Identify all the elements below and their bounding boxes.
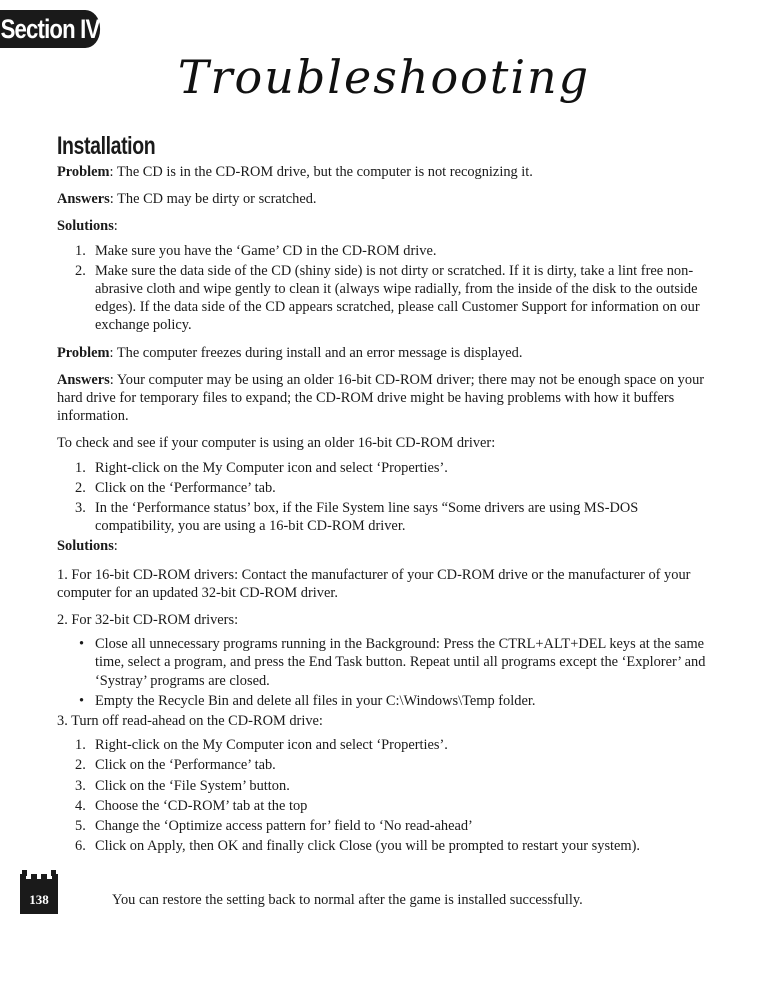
list-item: [57, 242, 715, 260]
answer-text: : Your computer may be using an older 16-bit CD-ROM driver; there may not be enough space on your hard drive for temporary files to expand; the CD-ROM drive might be having problems with how it buffers information.: [57, 371, 705, 425]
list-item: [57, 499, 715, 535]
list-text: Click on the ‘File System’ button.: [95, 777, 290, 794]
list-number: 2.: [75, 757, 86, 774]
page-number: 138: [29, 892, 49, 907]
closing-note: You can restore the setting back to normal after the game is installed successfully.: [112, 892, 583, 908]
list-number: 2.: [75, 479, 86, 496]
list-item: [57, 262, 715, 335]
problem-2: [57, 344, 715, 362]
solutions-colon: :: [113, 218, 118, 235]
list-number: 6.: [75, 838, 86, 855]
list-item: [57, 736, 715, 754]
list-item: [57, 777, 715, 795]
answer-label: Answers: [57, 191, 110, 208]
problem-text: : The computer freezes during install and an error message is displayed.: [109, 344, 523, 361]
list-number: 1.: [75, 459, 86, 476]
solution-readahead: 3. Turn off read-ahead on the CD-ROM drive:: [57, 713, 323, 730]
answer-label: Answers: [57, 371, 110, 388]
list-item: [57, 797, 715, 815]
list-text: Right-click on the My Computer icon and select ‘Properties’.: [95, 737, 448, 754]
list-text: Make sure the data side of the CD (shiny side) is not dirty or scratched. If it is dirty, take a lint free non-abrasive cloth and wipe gently to clean it (always wipe radially, from the inside of the disk to the outside edges). If the data side of the CD appears scratched, please call Customer Support for information on our exchange policy.: [95, 262, 700, 334]
solution-16bit: 1. For 16-bit CD-ROM drivers: Contact the manufacturer of your CD-ROM drive or the manufacturer of your computer for an updated 32-bit CD-ROM driver.: [57, 566, 691, 601]
list-number: 1.: [75, 737, 86, 754]
problem-1: [57, 163, 715, 181]
list-text: Choose the ‘CD-ROM’ tab at the top: [95, 797, 308, 814]
list-item: [57, 837, 715, 855]
answer-2: [57, 371, 715, 426]
list-number: 1.: [75, 242, 86, 259]
page-content: [57, 132, 715, 865]
list-text: Click on Apply, then OK and finally click Close (you will be prompted to restart your system).: [95, 838, 641, 855]
solutions-label: Solutions: [57, 538, 114, 555]
solutions-colon: :: [113, 538, 118, 555]
list-item: [57, 459, 715, 477]
list-item: [57, 479, 715, 497]
check-list: [57, 459, 715, 536]
bullet-list: [57, 635, 715, 710]
list-number: 2.: [75, 262, 86, 279]
list-text: Empty the Recycle Bin and delete all files in your C:\Windows\Temp folder.: [95, 692, 536, 709]
list-number: 3.: [75, 500, 86, 517]
bullet: •: [79, 692, 85, 709]
section-heading: Installation: [57, 132, 156, 160]
list-text: Make sure you have the ‘Game’ CD in the CD-ROM drive.: [95, 242, 437, 259]
list-item: [57, 817, 715, 835]
problem-label: Problem: [57, 344, 110, 361]
solution-32bit: 2. For 32-bit CD-ROM drivers:: [57, 612, 239, 629]
list-text: Right-click on the My Computer icon and select ‘Properties’.: [95, 459, 448, 476]
section-tab: Section IV: [0, 10, 100, 48]
list-number: 5.: [75, 818, 86, 835]
solutions-1-label: [57, 217, 715, 235]
solutions-1-list: [57, 242, 715, 335]
check-intro: To check and see if your computer is using an older 16-bit CD-ROM driver:: [57, 435, 496, 452]
answer-text: : The CD may be dirty or scratched.: [109, 191, 317, 208]
problem-label: Problem: [57, 164, 110, 180]
page-title: Troubleshooting: [177, 50, 591, 104]
list-text: Change the ‘Optimize access pattern for’ field to ‘No read-ahead’: [95, 818, 473, 835]
list-item: [57, 635, 715, 690]
list-text: Click on the ‘Performance’ tab.: [95, 757, 276, 774]
solutions-2-label: [57, 537, 715, 555]
list-number: 3.: [75, 777, 86, 794]
list-item: [57, 756, 715, 774]
list-number: 4.: [75, 797, 86, 814]
readahead-list: [57, 736, 715, 855]
bullet: •: [79, 636, 85, 653]
problem-text: : The CD is in the CD-ROM drive, but the computer is not recognizing it.: [109, 164, 533, 180]
list-text: Close all unnecessary programs running in the Background: Press the CTRL+ALT+DEL keys at the same time, select a program, and press the End Task button. Repeat until all programs except the ‘Explorer’ and ‘Systray’ programs are closed.: [95, 636, 706, 689]
list-text: Click on the ‘Performance’ tab.: [95, 479, 276, 496]
list-text: In the ‘Performance status’ box, if the File System line says “Some drivers are using MS-DOS compatibility, you are using a 16-bit CD-ROM driver.: [95, 500, 639, 535]
answer-1: [57, 190, 715, 208]
solutions-label: Solutions: [57, 218, 114, 235]
list-item: [57, 692, 715, 710]
